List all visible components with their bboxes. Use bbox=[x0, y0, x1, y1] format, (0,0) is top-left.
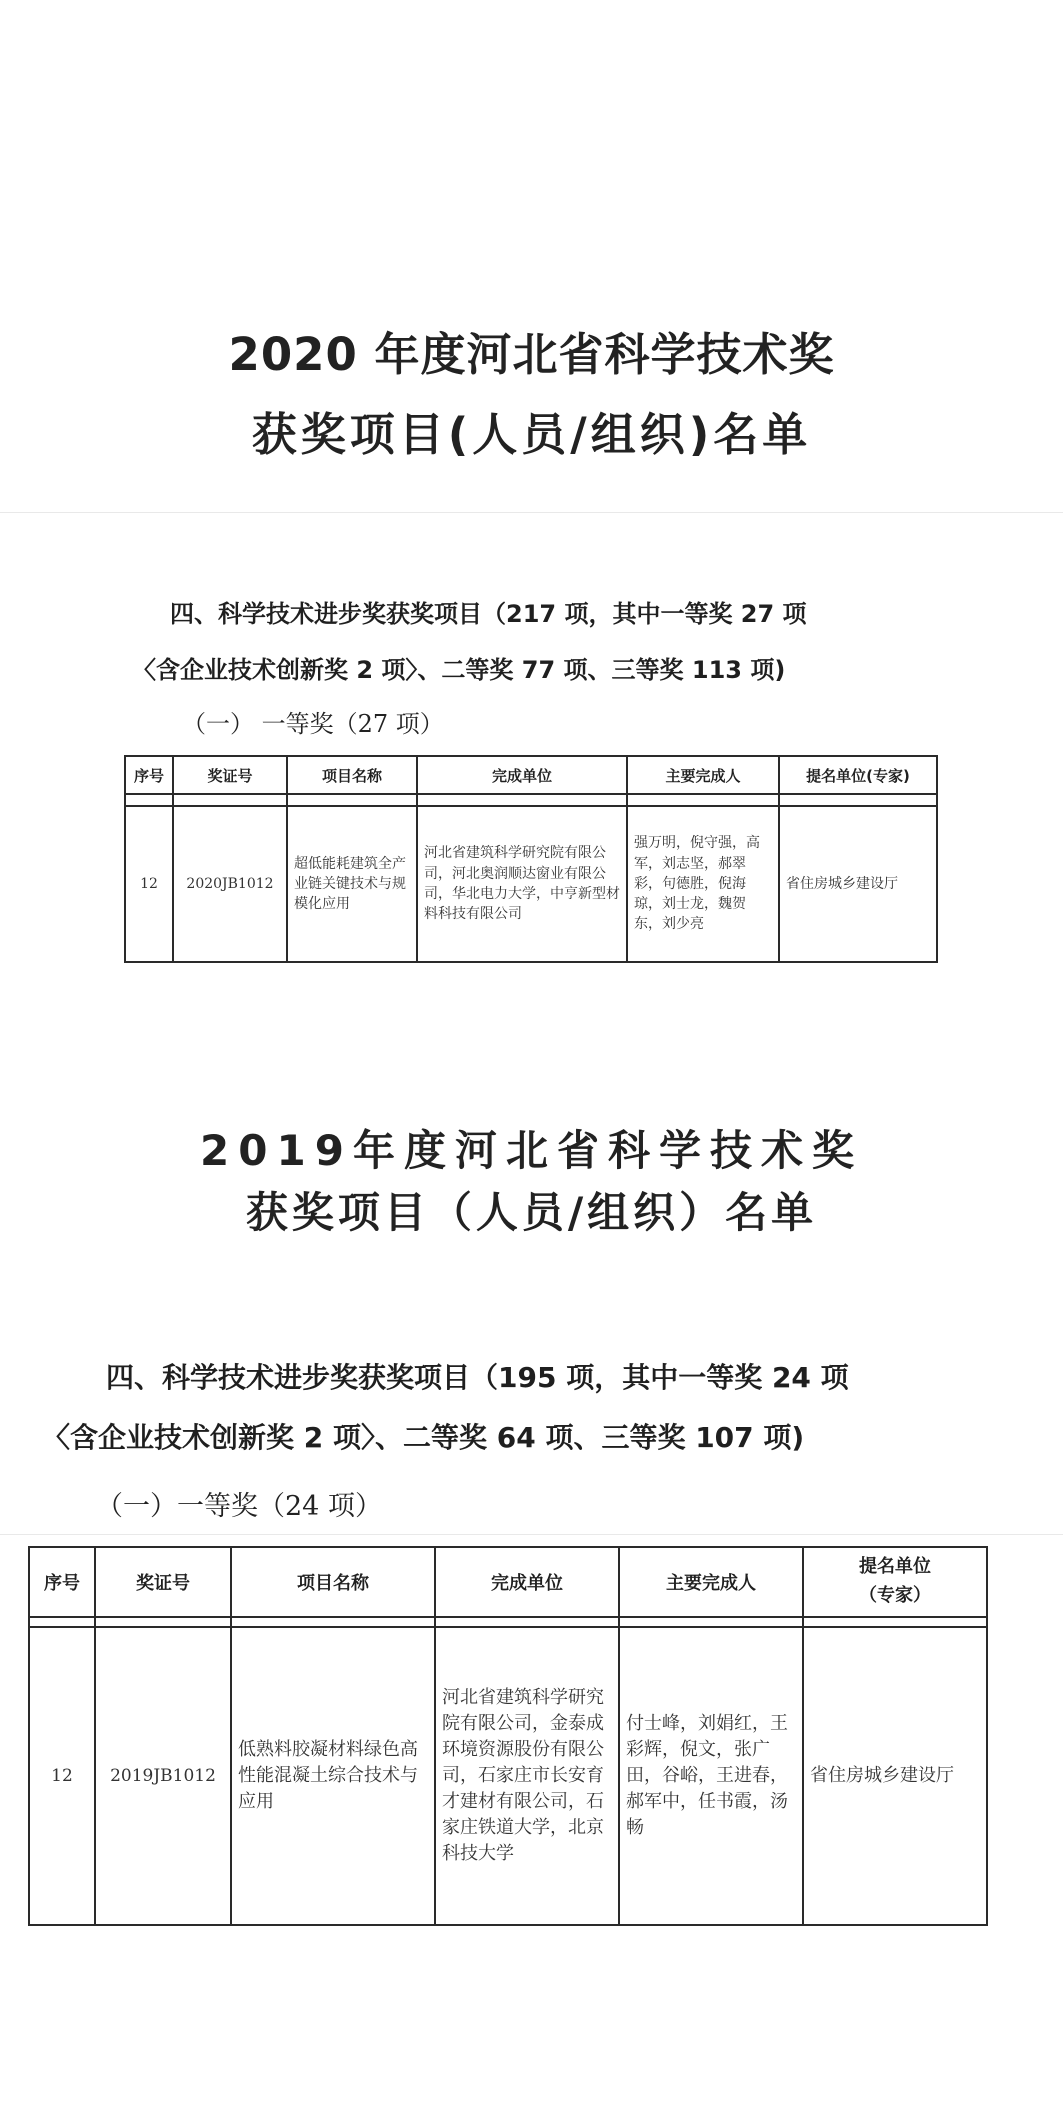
header-units: 完成单位 bbox=[435, 1547, 619, 1617]
cell-no: 12 bbox=[125, 806, 173, 962]
header-nominator: 提名单位(专家) bbox=[779, 756, 937, 794]
header-project: 项目名称 bbox=[287, 756, 417, 794]
award-table-2019 bbox=[28, 1546, 988, 1926]
header-cert: 奖证号 bbox=[173, 756, 287, 794]
cell-nominator: 省住房城乡建设厅 bbox=[779, 806, 937, 962]
header-nominator: 提名单位 （专家） bbox=[803, 1547, 987, 1617]
cell-nominator: 省住房城乡建设厅 bbox=[803, 1627, 987, 1925]
section-heading-2020-line2: 〈含企业技术创新奖 2 项〉、二等奖 77 项、三等奖 113 项) bbox=[132, 656, 786, 684]
title-2020-line2: 获奖项目(人员/组织)名单 bbox=[251, 408, 812, 461]
section-divider bbox=[0, 512, 1063, 513]
title-2019-line2: 获奖项目（人员/组织）名单 bbox=[245, 1188, 818, 1237]
cell-cert: 2019JB1012 bbox=[95, 1627, 231, 1925]
award-table-2020 bbox=[124, 755, 938, 963]
subsection-2020: （一） 一等奖（27 项） bbox=[182, 710, 444, 738]
title-2020-line1: 2020 年度河北省科学技术奖 bbox=[228, 328, 835, 381]
table-header-row bbox=[29, 1547, 987, 1617]
table-header-row bbox=[125, 756, 937, 794]
header-cert: 奖证号 bbox=[95, 1547, 231, 1617]
header-persons: 主要完成人 bbox=[619, 1547, 803, 1617]
header-no: 序号 bbox=[29, 1547, 95, 1617]
cell-persons: 付士峰，刘娟红，王彩辉，倪文，张广田，谷峪，王进春，郝军中，任书霞，汤畅 bbox=[619, 1627, 803, 1925]
section-divider bbox=[0, 1534, 1063, 1535]
table-row bbox=[125, 806, 937, 962]
section-heading-2019-line1: 四、科学技术进步奖获奖项目（195 项，其中一等奖 24 项 bbox=[106, 1361, 849, 1394]
cell-units: 河北省建筑科学研究院有限公司，河北奥润顺达窗业有限公司，华北电力大学，中亨新型材料科技有限公司 bbox=[417, 806, 627, 962]
cell-no: 12 bbox=[29, 1627, 95, 1925]
cell-project: 超低能耗建筑全产业链关键技术与规模化应用 bbox=[287, 806, 417, 962]
table-row bbox=[29, 1627, 987, 1925]
section-heading-2019-line2: 〈含企业技术创新奖 2 项〉、二等奖 64 项、三等奖 107 项) bbox=[42, 1421, 805, 1454]
header-persons: 主要完成人 bbox=[627, 756, 779, 794]
cell-persons: 强万明，倪守强，高军，刘志坚，郝翠彩，句德胜，倪海琼，刘士龙，魏贺东，刘少亮 bbox=[627, 806, 779, 962]
cell-units: 河北省建筑科学研究院有限公司，金泰成环境资源股份有限公司，石家庄市长安育才建材有限公司，石家庄铁道大学，北京科技大学 bbox=[435, 1627, 619, 1925]
header-no: 序号 bbox=[125, 756, 173, 794]
title-2019-line1: 2019年度河北省科学技术奖 bbox=[200, 1126, 863, 1175]
header-project: 项目名称 bbox=[231, 1547, 435, 1617]
cell-cert: 2020JB1012 bbox=[173, 806, 287, 962]
cell-project: 低熟料胶凝材料绿色高性能混凝土综合技术与应用 bbox=[231, 1627, 435, 1925]
header-units: 完成单位 bbox=[417, 756, 627, 794]
section-heading-2020-line1: 四、科学技术进步奖获奖项目（217 项，其中一等奖 27 项 bbox=[170, 600, 807, 628]
subsection-2019: （一）一等奖（24 项） bbox=[96, 1491, 382, 1522]
